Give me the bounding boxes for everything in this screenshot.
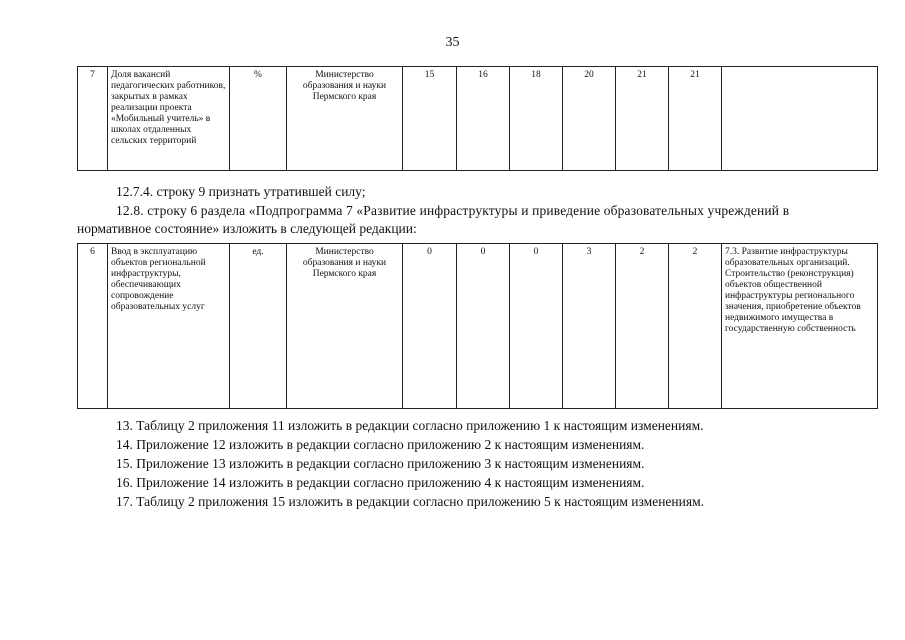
indicator-name: Ввод в эксплуатацию объектов региональной инфраструктуры, обеспечивающих сопровождение образовательных услуг: [108, 244, 230, 409]
value-cell: 0: [510, 244, 563, 409]
table-row: [78, 244, 878, 409]
value-cell: 16: [457, 67, 510, 171]
paragraph-12-7-4: 12.7.4. строку 9 признать утратившей силу;: [116, 184, 366, 199]
list-item: 16. Приложение 14 изложить в редакции согласно приложению 4 к настоящим изменениям.: [116, 475, 645, 490]
note-cell: 7.3. Развитие инфраструктуры образовательных организаций. Строительство (реконструкция) объектов общественной инфраструктуры регионального значения, приобретение объектов недвижимого имущества в государственную собственность: [722, 244, 878, 409]
value-cell: 18: [510, 67, 563, 171]
table-indicator-7: [77, 66, 878, 171]
value-cell: 21: [669, 67, 722, 171]
paragraph-12-8-line2: нормативное состояние» изложить в следующей редакции:: [77, 221, 417, 236]
value-cell: 0: [403, 244, 457, 409]
table-indicator-6: [77, 243, 878, 409]
paragraph-12-8-line1: 12.8. строку 6 раздела «Подпрограмма 7 «Развитие инфраструктуры и приведение образовательных учреждений в: [116, 203, 790, 218]
value-cell: 20: [563, 67, 616, 171]
value-cell: 21: [616, 67, 669, 171]
value-cell: 2: [616, 244, 669, 409]
value-cell: 3: [563, 244, 616, 409]
list-item: 14. Приложение 12 изложить в редакции согласно приложению 2 к настоящим изменениям.: [116, 437, 645, 452]
indicator-name: Доля вакансий педагогических работников, закрытых в рамках реализации проекта «Мобильный учитель» в школах отдаленных сельских территорий: [108, 67, 230, 171]
table-row: [78, 67, 878, 171]
row-number: 7: [78, 67, 108, 171]
list-item: 13. Таблицу 2 приложения 11 изложить в редакции согласно приложению 1 к настоящим изменениям.: [116, 418, 704, 433]
responsible-cell: Министерство образования и науки Пермского края: [287, 67, 403, 171]
unit-cell: ед.: [230, 244, 287, 409]
value-cell: 2: [669, 244, 722, 409]
responsible-cell: Министерство образования и науки Пермского края: [287, 244, 403, 409]
unit-cell: %: [230, 67, 287, 171]
row-number: 6: [78, 244, 108, 409]
value-cell: 15: [403, 67, 457, 171]
list-item: 17. Таблицу 2 приложения 15 изложить в редакции согласно приложению 5 к настоящим изменениям.: [116, 494, 704, 509]
list-item: 15. Приложение 13 изложить в редакции согласно приложению 3 к настоящим изменениям.: [116, 456, 645, 471]
value-cell: 0: [457, 244, 510, 409]
note-cell: [722, 67, 878, 171]
page-number: 35: [445, 35, 460, 50]
